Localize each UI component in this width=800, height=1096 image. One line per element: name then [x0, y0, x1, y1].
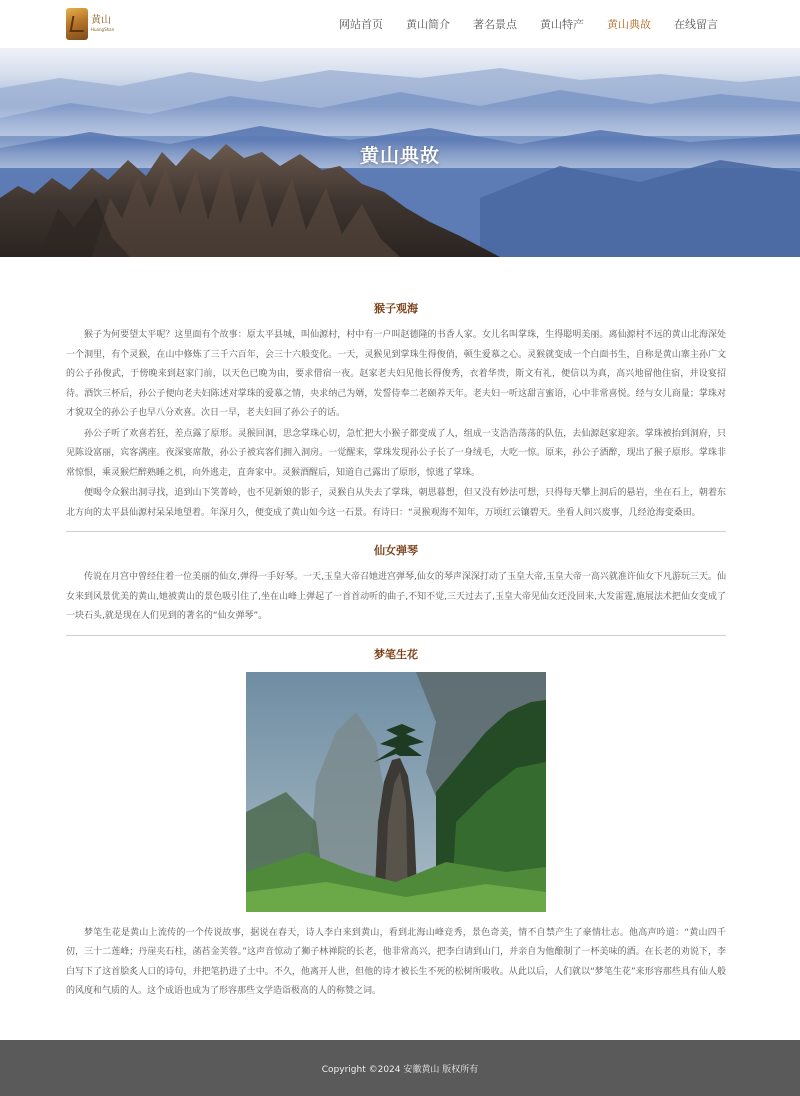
paragraph: 孙公子听了欢喜若狂，差点露了原形。灵猴回洞，思念掌珠心切，急忙把大小猴子都变成了人，组成一支浩浩荡荡的队伍，去仙源赵家迎亲。掌珠被抬到洞府，只见陈设富丽，宾客满座。夜深宴席散，孙公子被宾客们拥入洞房。一觉醒来，掌珠发现孙公子长了一身绒毛，大吃一惊。原来，孙公子酒醉，现出了猴子原形。掌珠非常惊恨，乘灵猴烂醉熟睡之机，向外逃走，直奔家中。灵猴酒醒后，知道自己露出了原形，惊逃了掌珠。 [66, 428, 726, 478]
logo-cn: 黄山 [91, 15, 111, 26]
section-title: 梦笔生花 [374, 647, 418, 661]
paragraph: 猴子为何要望太平呢？这里面有个故事：原太平县城，叫仙源村，村中有一户叫赵德隆的书香人家。女儿名叫掌珠，生得聪明美丽。离仙源村不远的黄山北海深处一个洞里，有个灵猴，在山中修炼了三千六百年，会三十六般变化。一天，灵猴见到掌珠生得俊俏，顿生爱慕之心。灵猴就变成一个白面书生，自称是黄山寨主孙广文的公子孙俊武，于傍晚来到赵家门前，以天色已晚为由，要求借宿一夜。赵家老夫妇见他长得俊秀，衣着华贵，斯文有礼，便信以为真，高兴地留他住宿，并设宴招待。酒饮三杯后，孙公子便向老夫妇陈述对掌珠的爱慕之情，央求纳己为婿，发誓侍奉二老颐养天年。老夫妇一听这甜言蜜语，心中非常喜悦。经与女儿商量；掌珠对才貌双全的孙公子也早八分欢喜。次日一早，老夫妇回了孙公子的话。 [66, 330, 726, 418]
divider [66, 531, 726, 532]
copyright-text: Copyright ©2024 安徽黄山 版权所有 [321, 1064, 479, 1075]
main-content [66, 300, 726, 1003]
section-title: 猴子观海 [374, 302, 418, 315]
dream-brush-peak-image [246, 672, 546, 912]
section-dream-brush [66, 646, 726, 1002]
logo-emblem-icon [66, 8, 88, 40]
pine-peak-photo [246, 672, 546, 912]
hero-banner [0, 48, 800, 257]
section-monkey-sea [66, 300, 726, 523]
divider [66, 635, 726, 636]
nav-message[interactable]: 在线留言 [674, 18, 718, 31]
logo-text [91, 16, 114, 32]
site-footer [0, 1040, 800, 1096]
paragraph: 便喝令众猴出洞寻找，追到山下笑菁岭，也不见新娘的影子，灵猴自从失去了掌珠，朝思暮想，但又没有妙法可想，只得每天攀上洞后的悬岩，坐在石上，朝着东北方向的太平县仙源村呆呆地望着。年深月久，便变成了黄山如今这一石景。有诗曰：“灵猴观海不知年，万顷红云镶碧天。坐看人间兴废事，几经沧海变桑田。 [66, 488, 726, 518]
nav-intro[interactable]: 黄山简介 [406, 18, 450, 31]
section-title: 仙女弹琴 [374, 544, 418, 557]
nav-specialties[interactable]: 黄山特产 [540, 18, 584, 31]
site-header [0, 0, 800, 48]
paragraph: 传说在月宫中曾经住着一位美丽的仙女,弹得一手好琴。一天,玉皇大帝召她进宫弹琴,仙女的琴声深深打动了玉皇大帝,玉皇大帝一高兴就准许仙女下凡游玩三天。仙女来到风景优美的黄山,她被黄山的景色吸引住了,坐在山峰上弹起了一首首动听的曲子,不知不觉,三天过去了,玉皇大帝见仙女还没回来,大发雷霆,施展法术把仙女变成了一块石头,就是现在人们见到的著名的“仙女弹琴”。 [66, 572, 726, 621]
logo-en: HuangShan [91, 27, 115, 32]
section-fairy-zither [66, 542, 726, 627]
site-logo[interactable] [66, 6, 116, 42]
nav-legends[interactable]: 黄山典故 [607, 18, 651, 31]
nav-attractions[interactable]: 著名景点 [473, 18, 517, 31]
paragraph: 梦笔生花是黄山上流传的一个传说故事，据说在春天，诗人李白来到黄山，看到北海山峰竞秀，景色奇美，情不自禁产生了豪情壮志。他高声吟道：“黄山四千仞，三十二莲峰；丹崖夹石柱，菡萏金芙蓉。”这声音惊动了狮子林禅院的长老，他非常高兴，把李白请到山门，并亲自为他酿制了一杯美味的酒。在长老的劝说下，李白写下了这首脍炙人口的诗句，并把笔扔进了土中。不久，他离开人世，但他的诗才被长生不死的松树所吸收。从此以后，人们就以“梦笔生花”来形容那些具有仙人般的风度和气质的人。这个成语也成为了形容那些文学造诣极高的人的称赞之词。 [66, 927, 726, 996]
main-nav [316, 16, 718, 32]
banner-title: 黄山典故 [359, 145, 440, 167]
nav-home[interactable]: 网站首页 [339, 18, 383, 31]
